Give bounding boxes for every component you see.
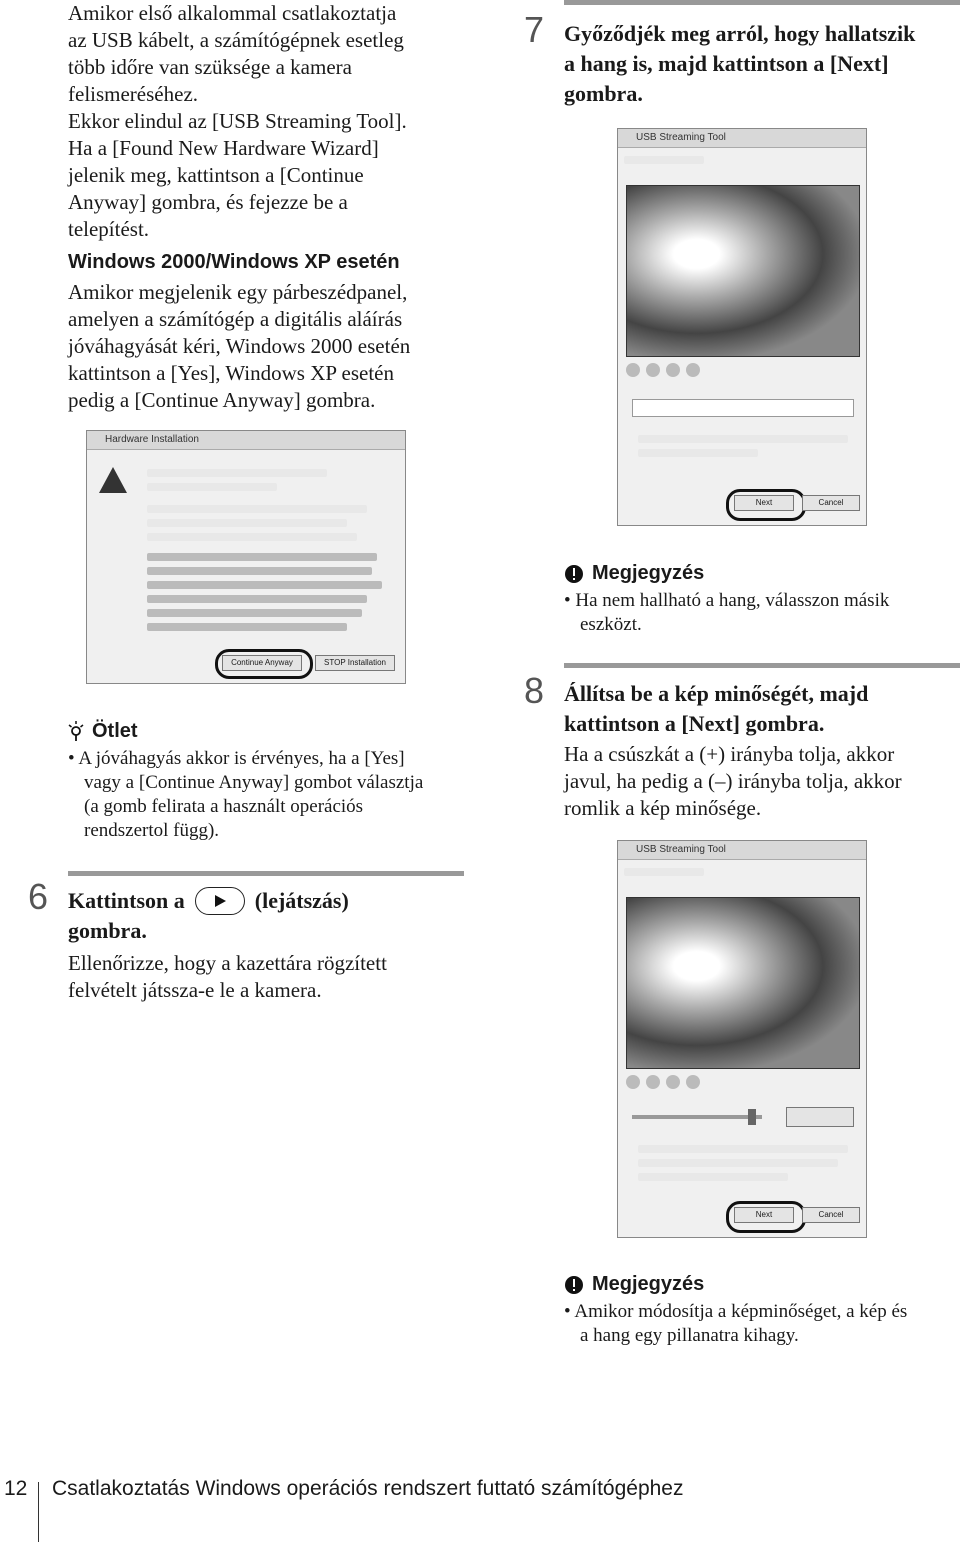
note2-title: Megjegyzés bbox=[592, 1273, 705, 1295]
intro-line: felismeréséhez. bbox=[68, 82, 199, 106]
note1-bullet: • Ha nem hallható a hang, válasszon másik eszközt. bbox=[564, 590, 890, 635]
camera-preview-image bbox=[626, 185, 860, 357]
intro-line: több időre van szüksége a kamera bbox=[68, 55, 352, 79]
intro-line: Anyway] gombra, és fejezze be a bbox=[68, 190, 348, 214]
note-icon bbox=[564, 564, 584, 584]
step6-title-post: (lejátszás) bbox=[254, 888, 349, 913]
step8-title: Állítsa be a kép minőségét, majd kattintson a [Next] gombra. bbox=[564, 681, 869, 736]
page-number: 12 bbox=[4, 1477, 28, 1500]
quality-slider-thumb[interactable] bbox=[748, 1109, 756, 1125]
note-box-1 bbox=[564, 562, 960, 637]
intro-line: Ha a [Found New Hardware Wizard] bbox=[68, 136, 379, 160]
dialog-titlebar: Hardware Installation bbox=[87, 431, 405, 450]
hardware-dialog-screenshot bbox=[86, 430, 406, 684]
windows-line: amelyen a számítógép a digitális aláírás bbox=[68, 307, 403, 331]
step7-title: Győződjék meg arról, hogy hallatszik a hang is, majd kattintson a [Next] gombra. bbox=[564, 21, 916, 106]
intro-line: Ekkor elindul az [USB Streaming Tool]. bbox=[68, 109, 407, 133]
camera-preview-image bbox=[626, 897, 860, 1069]
windows-line: Amikor megjelenik egy párbeszédpanel, bbox=[68, 280, 408, 304]
audio-device-select[interactable] bbox=[632, 399, 854, 417]
step8-rule bbox=[564, 663, 960, 668]
footer-divider bbox=[38, 1482, 39, 1542]
step6-number: 6 bbox=[28, 876, 49, 917]
play-button-icon bbox=[195, 887, 245, 915]
step8-number: 8 bbox=[524, 670, 545, 711]
lightbulb-icon bbox=[68, 721, 84, 743]
playback-controls bbox=[626, 363, 700, 377]
default-button[interactable] bbox=[786, 1107, 854, 1127]
step7-rule bbox=[564, 0, 960, 5]
tip-bullet: • A jóváhagyás akkor is érvényes, ha a [Yes] vagy a [Continue Anyway] gombot választja (a gomb felirata a használt operációs rendszertol függ). bbox=[68, 748, 424, 841]
step6-rule bbox=[68, 871, 464, 876]
windows-line: kattintson a [Yes], Windows XP esetén bbox=[68, 361, 395, 385]
step8-description: Ha a csúszkát a (+) irányba tolja, akkor javul, ha pedig a (–) irányba tolja, akkor romlik a kép minősége. bbox=[564, 742, 902, 820]
note-icon bbox=[564, 1275, 584, 1295]
quality-slider-track[interactable] bbox=[632, 1115, 762, 1119]
footer-text: Csatlakoztatás Windows operációs rendszert futtató számítógéphez bbox=[52, 1477, 684, 1500]
note2-bullet: • Amikor módosítja a képminőséget, a kép és a hang egy pillanatra kihagy. bbox=[564, 1301, 908, 1346]
screenshot-titlebar: USB Streaming Tool bbox=[618, 841, 866, 860]
intro-line: Amikor első alkalommal csatlakoztatja bbox=[68, 1, 397, 25]
next-button[interactable]: Next bbox=[734, 495, 794, 511]
intro-line: jelenik meg, kattintson a [Continue bbox=[68, 163, 364, 187]
step8-block bbox=[564, 679, 960, 822]
windows-line: pedig a [Continue Anyway] gombra. bbox=[68, 388, 376, 412]
tip-title: Ötlet bbox=[92, 720, 138, 742]
stop-installation-button[interactable]: STOP Installation bbox=[315, 655, 395, 671]
usb-streaming-screenshot-quality bbox=[617, 840, 867, 1238]
step6-title-line2: gombra. bbox=[68, 918, 147, 943]
cancel-button[interactable]: Cancel bbox=[802, 1207, 860, 1223]
note1-title: Megjegyzés bbox=[592, 562, 705, 584]
tip-box bbox=[68, 720, 468, 843]
windows-heading: Windows 2000/Windows XP esetén bbox=[68, 251, 400, 273]
step6-block bbox=[68, 886, 468, 1004]
intro-paragraph bbox=[68, 0, 468, 243]
step7-number: 7 bbox=[524, 9, 545, 50]
windows-line: jóváhagyását kéri, Windows 2000 esetén bbox=[68, 334, 411, 358]
note-box-2 bbox=[564, 1273, 960, 1348]
screenshot-titlebar: USB Streaming Tool bbox=[618, 129, 866, 148]
usb-streaming-screenshot-audio bbox=[617, 128, 867, 526]
playback-controls bbox=[626, 1075, 700, 1089]
step6-title-pre: Kattintson a bbox=[68, 888, 185, 913]
cancel-button[interactable]: Cancel bbox=[802, 495, 860, 511]
warning-icon bbox=[99, 467, 127, 493]
windows-paragraph bbox=[68, 279, 468, 414]
step6-description: Ellenőrizze, hogy a kazettára rögzített felvételt játssza-e le a kamera. bbox=[68, 951, 387, 1002]
intro-line: az USB kábelt, a számítógépnek esetleg bbox=[68, 28, 404, 52]
next-button[interactable]: Next bbox=[734, 1207, 794, 1223]
intro-line: telepítést. bbox=[68, 217, 150, 241]
continue-anyway-button[interactable]: Continue Anyway bbox=[222, 655, 302, 671]
